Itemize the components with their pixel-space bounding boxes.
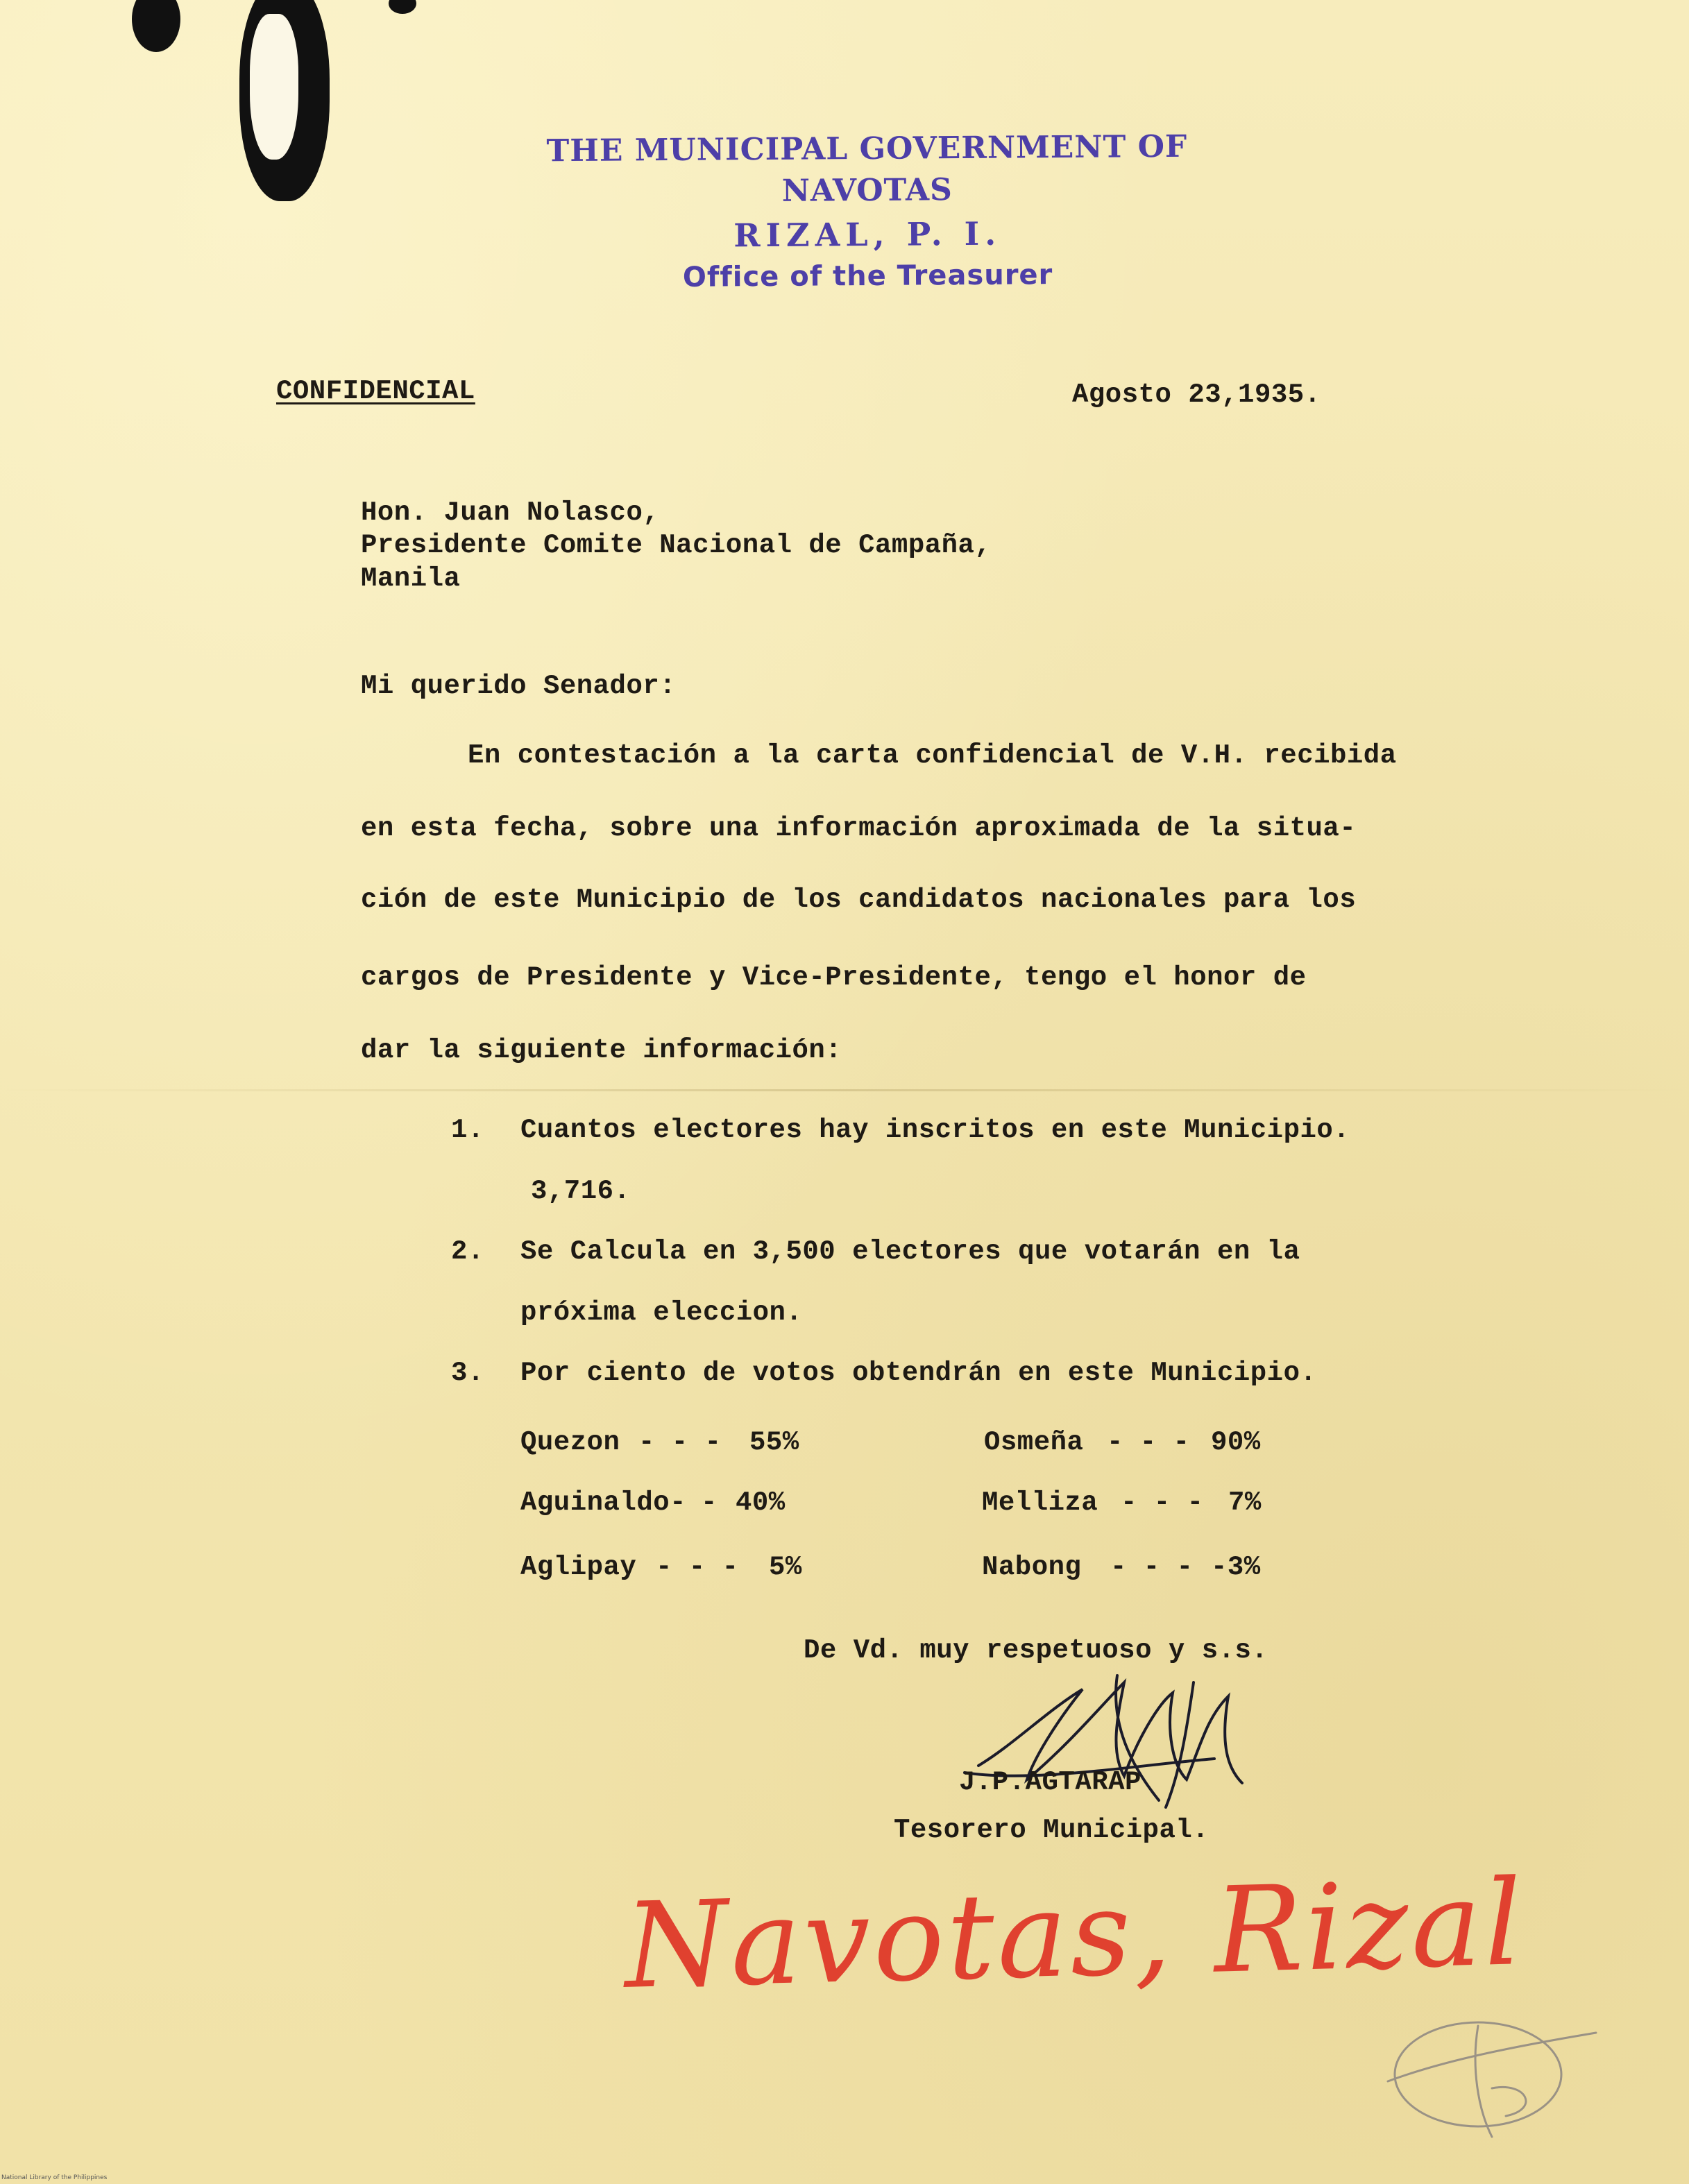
item-text: Cuantos electores hay inscritos en este Municipio. xyxy=(520,1115,1350,1145)
item-text: 3,716. xyxy=(531,1176,631,1206)
vote-candidate: Quezon xyxy=(520,1427,620,1458)
vote-candidate: Aguinaldo- xyxy=(520,1487,687,1518)
confidential-label: CONFIDENCIAL xyxy=(276,376,475,407)
vote-dashes: - xyxy=(701,1487,718,1518)
vote-dashes: - - - xyxy=(1121,1487,1204,1518)
handwritten-note: Navotas, Rizal xyxy=(622,1854,1527,2015)
letterhead-stamp xyxy=(485,126,1250,298)
vote-percent: 90% xyxy=(1211,1427,1261,1458)
addressee-title: Presidente Comite Nacional de Campaña, xyxy=(361,530,992,561)
letter-date: Agosto 23,1935. xyxy=(1072,379,1321,410)
vote-percent: -3% xyxy=(1211,1552,1261,1582)
closing-line: De Vd. muy respetuoso y s.s. xyxy=(804,1635,1268,1666)
vote-percent: 7% xyxy=(1228,1487,1262,1518)
signer-name: J.P.AGTARAP xyxy=(959,1767,1141,1798)
addressee-city: Manila xyxy=(361,563,461,594)
archive-footer: National Library of the Philippines xyxy=(1,2174,108,2181)
vote-candidate: Osmeña xyxy=(984,1427,1084,1458)
vote-percent: 55% xyxy=(749,1427,799,1458)
item-text: próxima eleccion. xyxy=(520,1297,803,1328)
body-line: ción de este Municipio de los candidatos nacionales para los xyxy=(361,885,1357,915)
addressee-name: Hon. Juan Nolasco, xyxy=(361,497,660,528)
vote-dashes: - - - xyxy=(656,1552,739,1582)
item-number: 2. xyxy=(451,1236,484,1267)
body-line: En contestación a la carta confidencial de V.H. recibida xyxy=(468,740,1397,771)
signer-title: Tesorero Municipal. xyxy=(894,1815,1210,1845)
paper-fold-line xyxy=(0,1089,1689,1091)
item-text: Se Calcula en 3,500 electores que votarán en la xyxy=(520,1236,1300,1267)
letterhead-line-3: Office of the Treasurer xyxy=(682,259,1053,293)
salutation: Mi querido Senador: xyxy=(361,671,677,701)
item-text: Por ciento de votos obtendrán en este Municipio. xyxy=(520,1358,1317,1388)
vote-dashes: - - - xyxy=(638,1427,722,1458)
vote-dashes: - - - xyxy=(1110,1552,1194,1582)
vote-dashes: - - - xyxy=(1107,1427,1190,1458)
letterhead-line-2: RIZAL, P. I. xyxy=(733,214,1002,255)
body-line: en esta fecha, sobre una información aproximada de la situa- xyxy=(361,813,1357,844)
pencil-mark xyxy=(1374,2005,1603,2144)
vote-candidate: Aglipay xyxy=(520,1552,637,1582)
vote-percent: 5% xyxy=(769,1552,802,1582)
vote-candidate: Melliza xyxy=(982,1487,1098,1518)
body-line: dar la siguiente información: xyxy=(361,1035,842,1066)
body-line: cargos de Presidente y Vice-Presidente, tengo el honor de xyxy=(361,962,1307,993)
item-number: 1. xyxy=(451,1115,484,1145)
vote-percent: 40% xyxy=(736,1487,786,1518)
letterhead-line-1: THE MUNICIPAL GOVERNMENT OF NAVOTAS xyxy=(546,128,1188,209)
item-number: 3. xyxy=(451,1358,484,1388)
vote-candidate: Nabong xyxy=(982,1552,1082,1582)
